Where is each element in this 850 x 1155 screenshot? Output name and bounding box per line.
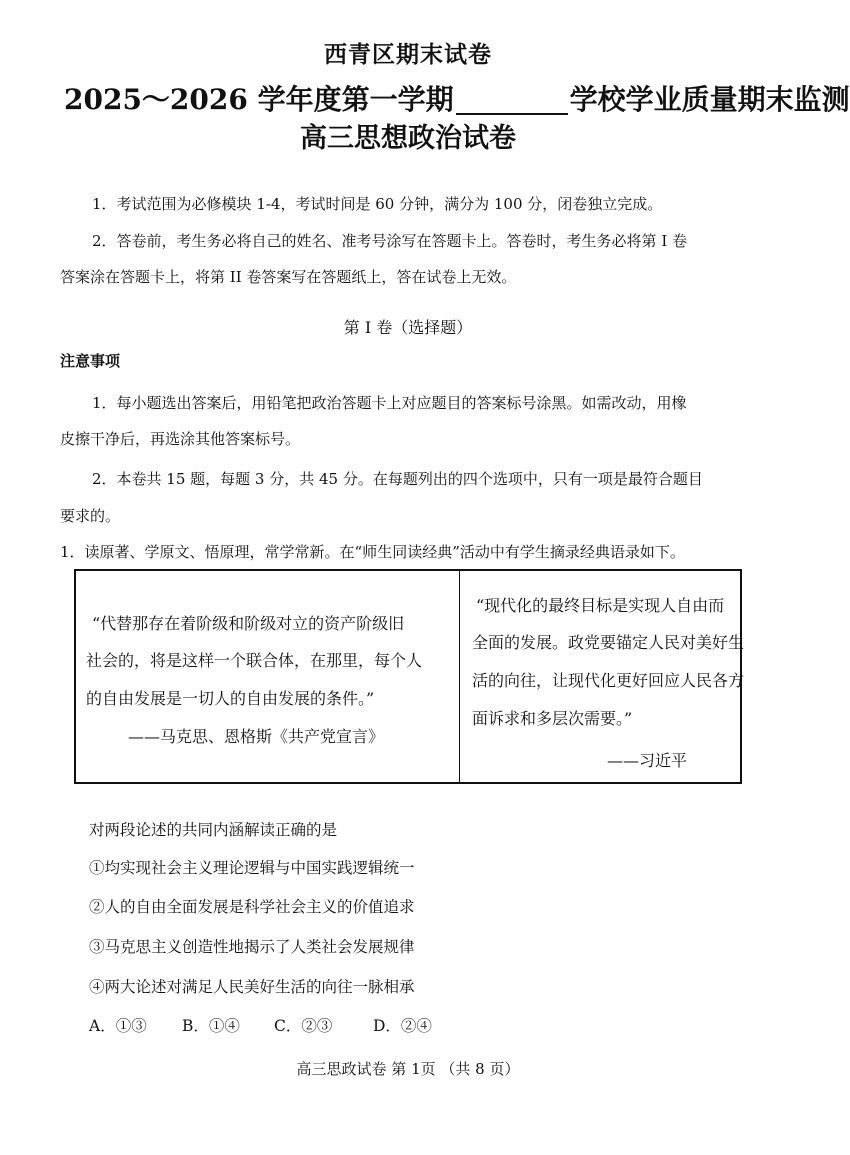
instruction-2-line1: 2．答卷前，考生务必将自己的姓名、准考号涂写在答题卡上。答卷时，考生务必将第 I 卷	[92, 232, 688, 250]
headline-year-term: 2025～2026 学年度第一学期	[64, 83, 454, 116]
quote-left-line: “代替那存在着阶级和阶级对立的资产阶级旧	[92, 614, 405, 633]
quote-xi-jinping	[460, 571, 745, 782]
statement-2: ②人的自由全面发展是科学社会主义的价值追求	[89, 898, 415, 916]
choice-b: B．①④	[182, 1017, 240, 1035]
quote-marx-engels	[76, 571, 460, 782]
quote-table	[74, 569, 745, 784]
quote-right-line: 活的向往，让现代化更好回应人民各方	[472, 671, 745, 690]
quote-right-line: 全面的发展。政党要锚定人民对美好生	[472, 633, 745, 652]
question-1-stem: 1．读原著、学原文、悟原理，常学常新。在“师生同读经典”活动中有学生摘录经典语录如下。	[60, 543, 685, 561]
quote-right-attribution: ——习近平	[607, 751, 688, 770]
question-prompt: 对两段论述的共同内涵解读正确的是	[89, 821, 338, 839]
page-footer: 高三思政试卷 第 1页 （共 8 页）	[296, 1060, 520, 1078]
quote-right-line: 面诉求和多层次需要。”	[472, 709, 633, 728]
note-2-line2: 要求的。	[60, 507, 121, 525]
choice-a: A．①③	[89, 1017, 147, 1035]
statement-3: ③马克思主义创造性地揭示了人类社会发展规律	[89, 938, 415, 956]
headline-exam-name: 学校学业质量期末监测	[569, 83, 850, 116]
quote-left-line: 的自由发展是一切人的自由发展的条件。”	[86, 689, 375, 708]
statement-4: ④两大论述对满足人民美好生活的向往一脉相承	[89, 978, 415, 996]
exam-headline	[64, 78, 850, 118]
choice-c: C．②③	[274, 1017, 333, 1035]
note-2-line1: 2．本卷共 15 题，每题 3 分，共 45 分。在每题列出的四个选项中，只有一项是最符合题目	[92, 470, 703, 488]
choice-d: D．②④	[373, 1017, 432, 1035]
notice-heading: 注意事项	[60, 352, 121, 370]
quote-left-attribution: ——马克思、恩格斯《共产党宣言》	[128, 727, 385, 746]
note-1-line2: 皮擦干净后，再选涂其他答案标号。	[60, 430, 301, 448]
statement-1: ①均实现社会主义理论逻辑与中国实践逻辑统一	[89, 859, 415, 877]
quote-left-line: 社会的，将是这样一个联合体，在那里，每个人	[86, 651, 423, 670]
instruction-1: 1．考试范围为必修模块 1-4，考试时间是 60 分钟，满分为 100 分，闭卷独立完成。	[92, 195, 663, 213]
region-title: 西青区期末试卷	[324, 42, 492, 68]
school-name-blank	[456, 89, 568, 115]
subject-title: 高三思想政治试卷	[300, 123, 516, 154]
section-title: 第 I 卷（选择题）	[343, 318, 473, 337]
note-1-line1: 1．每小题选出答案后，用铅笔把政治答题卡上对应题目的答案标号涂黑。如需改动，用橡	[92, 394, 687, 412]
quote-right-line: “现代化的最终目标是实现人自由而	[476, 596, 725, 615]
instruction-2-line2: 答案涂在答题卡上，将第 II 卷答案写在答题纸上，答在试卷上无效。	[60, 268, 517, 286]
